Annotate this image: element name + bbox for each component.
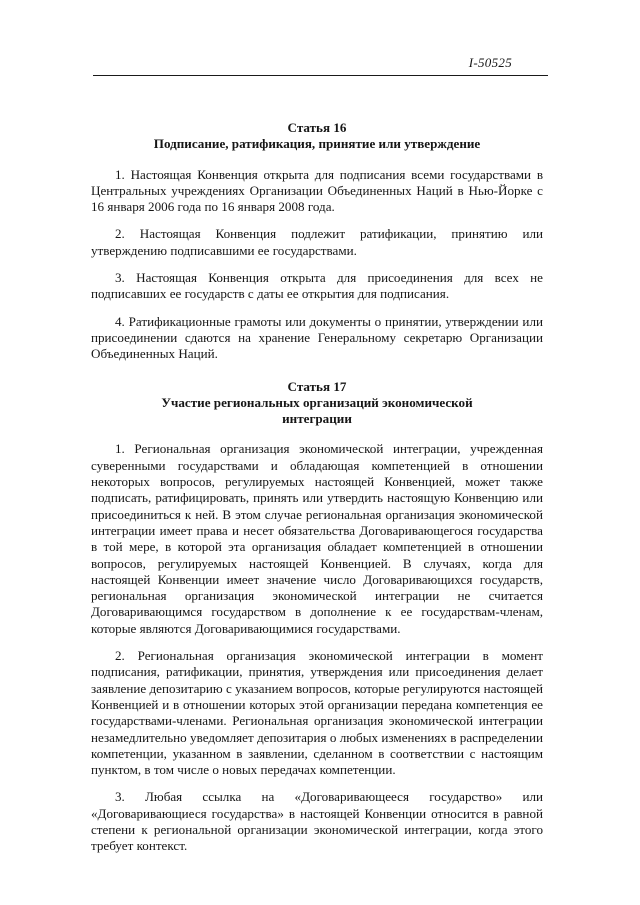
article-17-title: Участие региональных организаций экономической интеграции xyxy=(161,394,473,427)
article-16-paragraph-2: 2. Настоящая Конвенция подлежит ратификации, принятию или утверждению подписавшими ее государствами. xyxy=(91,226,543,258)
article-17-paragraph-2: 2. Региональная организация экономической интеграции в момент подписания, ратификации, принятия, утверждения или присоединения делает заявление депозитарию с указанием вопросов, которые регулируются настоящей Конвенцией и в отношении которых этой организации передана компетенция ее государствами-членами. Региональная организация экономической интеграции незамедлительно уведомляет депозитария о любых изменениях в распределении компетенции, указанном в заявлении, сделанном в соответствии с настоящим пунктом, в том числе о новых передачах компетенции. xyxy=(91,648,543,778)
article-16-number: Статья 16 xyxy=(287,120,347,135)
article-17-paragraph-1: 1. Региональная организация экономической интеграции, учрежденная суверенными государствами и обладающая компетенцией в отношении некоторых вопросов, регулируемых настоящей Конвенцией, может также подписать, ратифицировать, принять или утвердить настоящую Конвенцию или присоединиться к ней. В этом случае региональная организация экономической интеграции имеет права и несет обязательства Договаривающегося государства в той мере, в которой эта организация обладает компетенцией в отношении вопросов, регулируемых настоящей Конвенцией. В случаях, когда для настоящей Конвенции имеет значение число Договаривающихся государств, региональная организация экономической интеграции не считается Договаривающимся государством в дополнение к ее государствам-членам, которые являются Договаривающимися государствами. xyxy=(91,441,543,636)
article-16-paragraph-3: 3. Настоящая Конвенция открыта для присоединения для всех не подписавших ее государств с даты ее открытия для подписания. xyxy=(91,270,543,302)
article-16-paragraph-4: 4. Ратификационные грамоты или документы о принятии, утверждении или присоединении сдаются на хранение Генеральному секретарю Организации Объединенных Наций. xyxy=(91,313,543,362)
article-16 xyxy=(91,120,543,363)
article-16-title: Подписание, ратификация, принятие или утверждение xyxy=(153,136,481,152)
header-rule xyxy=(93,75,548,76)
article-17-paragraph-3: 3. Любая ссылка на «Договаривающееся государство» или «Договаривающиеся государства» в настоящей Конвенции относится в равной степени к региональной организации экономической интеграции, когда этого требует контекст. xyxy=(91,789,543,854)
document-number: I-50525 xyxy=(468,55,512,70)
article-17 xyxy=(91,379,543,855)
document-body xyxy=(91,120,543,866)
article-16-paragraph-1: 1. Настоящая Конвенция открыта для подписания всеми государствами в Центральных учреждениях Организации Объединенных Наций в Нью-Йорке с 16 января 2006 года по 16 января 2008 года. xyxy=(91,166,543,215)
article-17-number: Статья 17 xyxy=(287,378,347,394)
